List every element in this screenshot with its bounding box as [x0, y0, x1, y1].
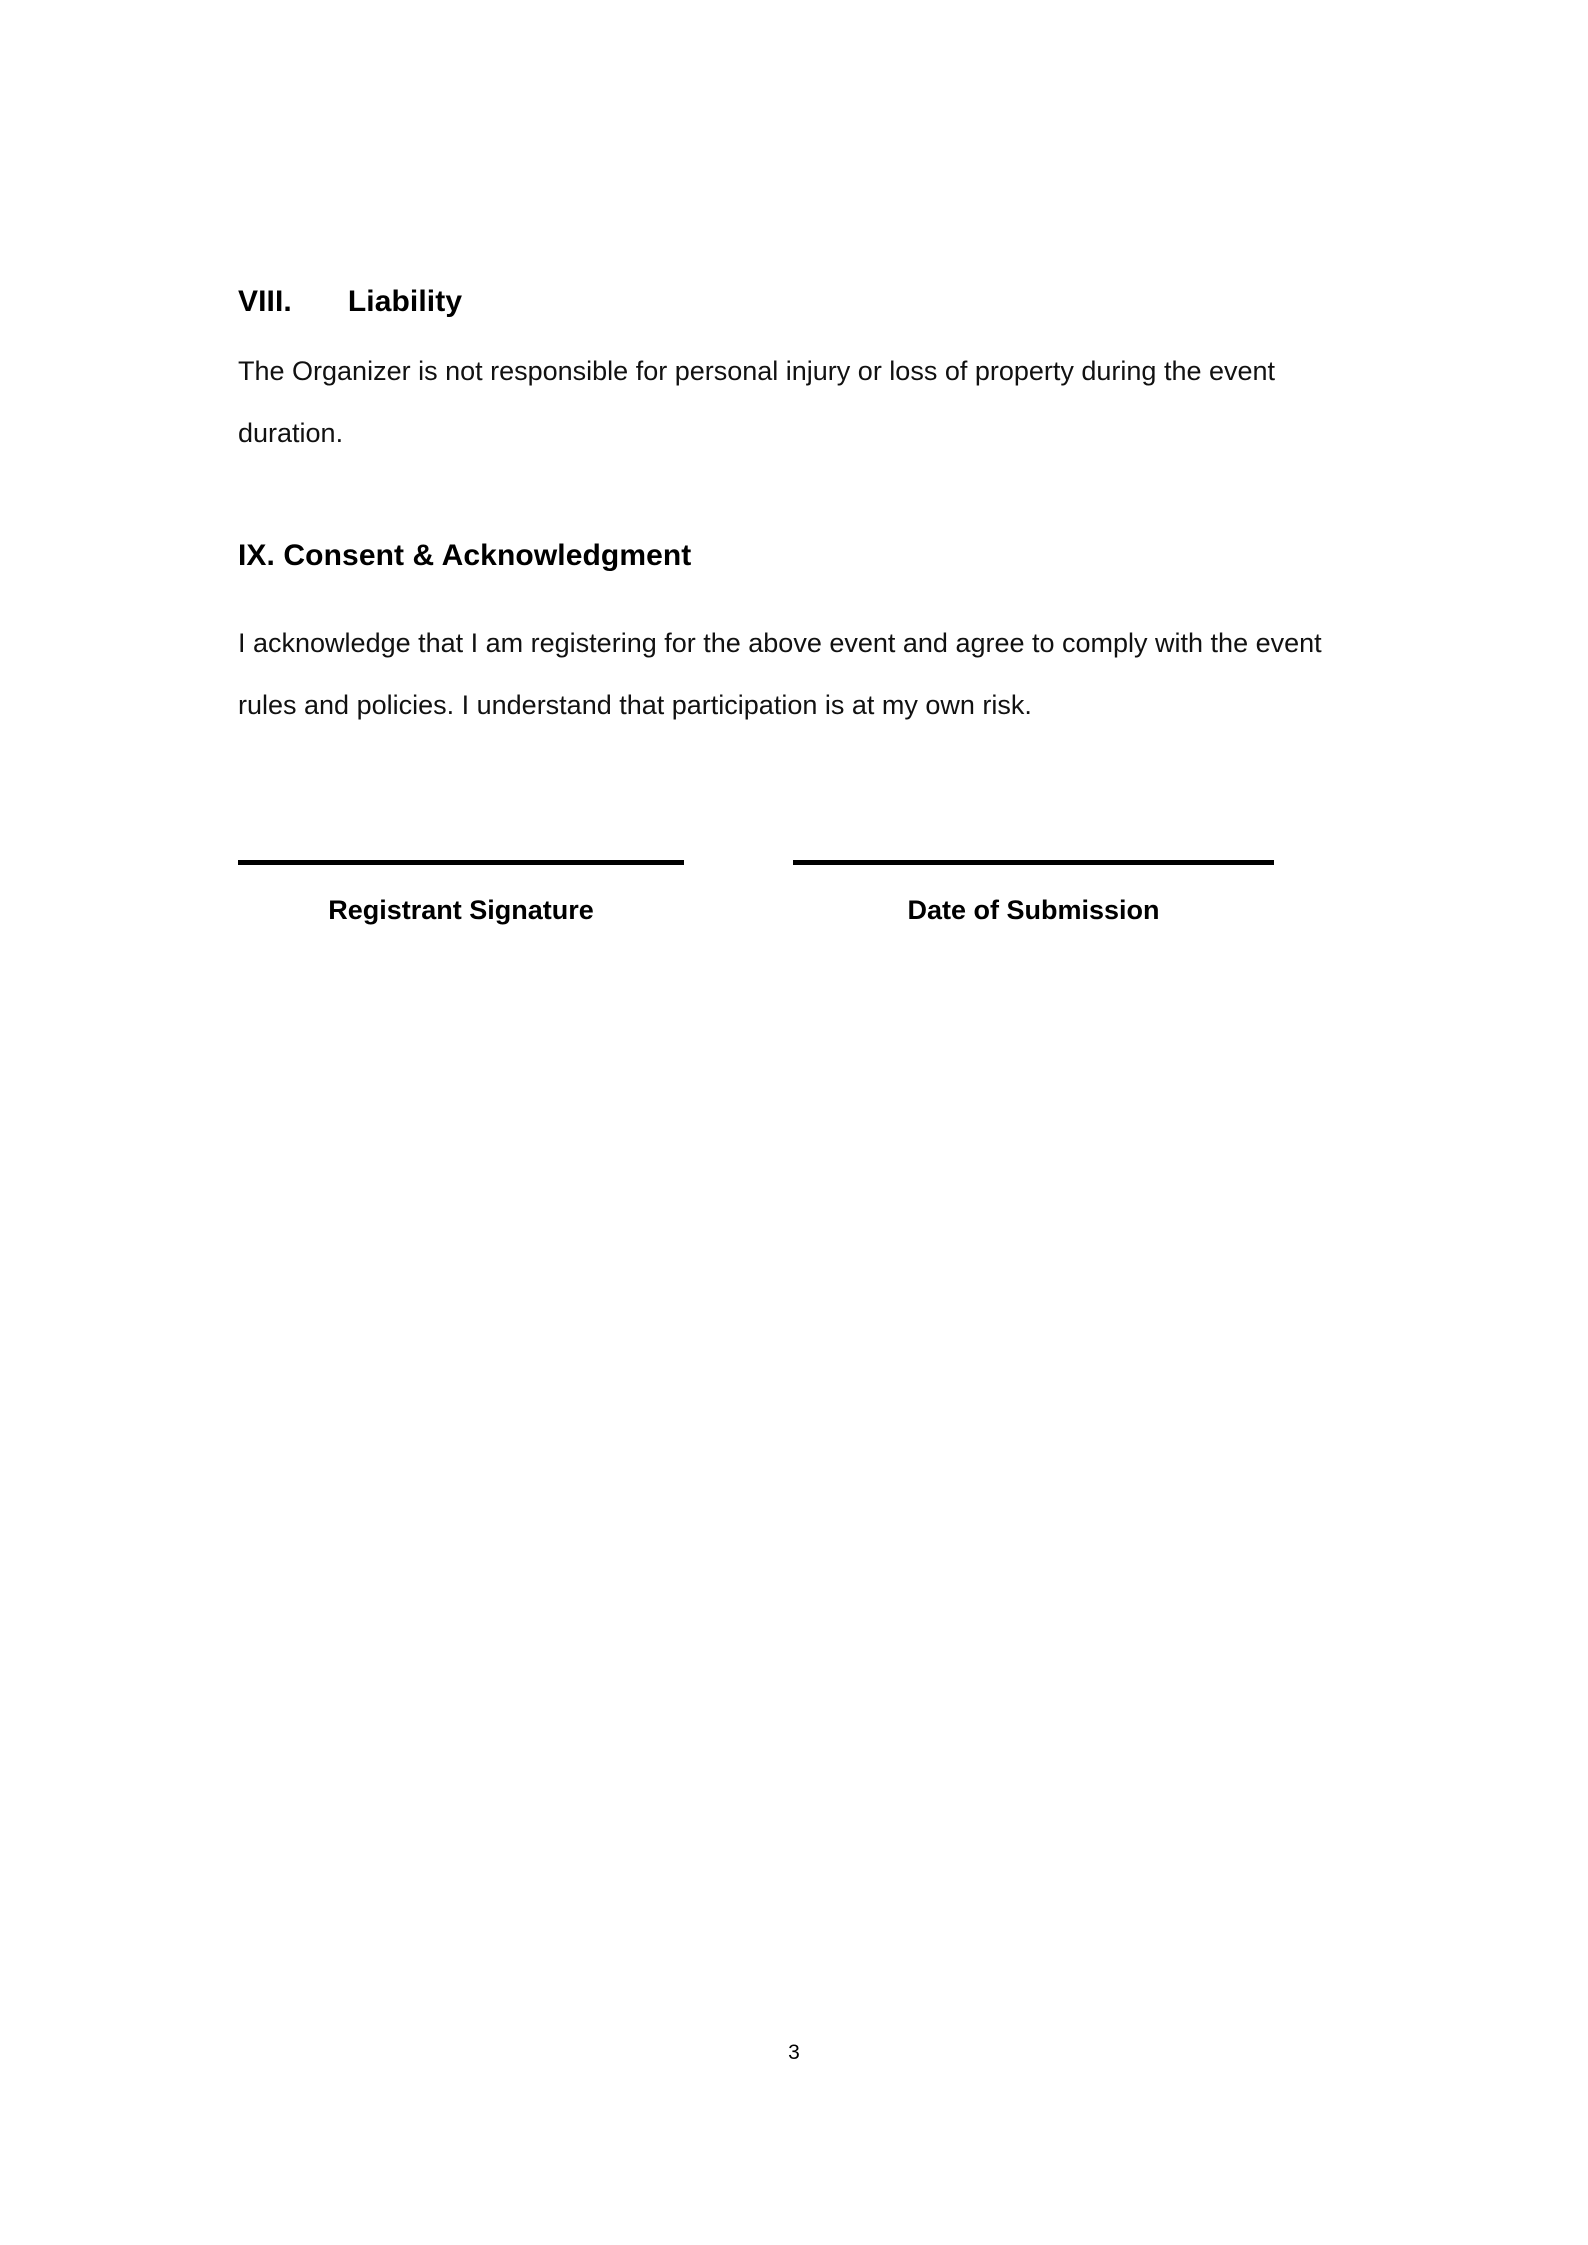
paragraph-consent: I acknowledge that I am registering for the above event and agree to comply with the event rules and policies. I understand that participation is at my own risk.	[238, 628, 1322, 720]
signature-block	[238, 860, 1330, 1000]
section-heading-ix: IX. Consent & Acknowledgment	[238, 539, 692, 572]
signature-line-date[interactable]	[793, 860, 1274, 865]
paragraph-liability: The Organizer is not responsible for personal injury or loss of property during the event duration.	[238, 356, 1276, 448]
signature-line-registrant[interactable]	[238, 860, 684, 865]
signature-field-registrant	[238, 860, 684, 927]
signature-caption-registrant: Registrant Signature	[328, 895, 594, 925]
page-number: 3	[788, 2041, 800, 2064]
section-heading-viii	[238, 283, 462, 321]
signature-field-date	[793, 860, 1274, 927]
signature-caption-date: Date of Submission	[907, 895, 1160, 925]
section-number-viii: VIII.	[238, 285, 292, 318]
section-title-viii: Liability	[347, 285, 463, 318]
